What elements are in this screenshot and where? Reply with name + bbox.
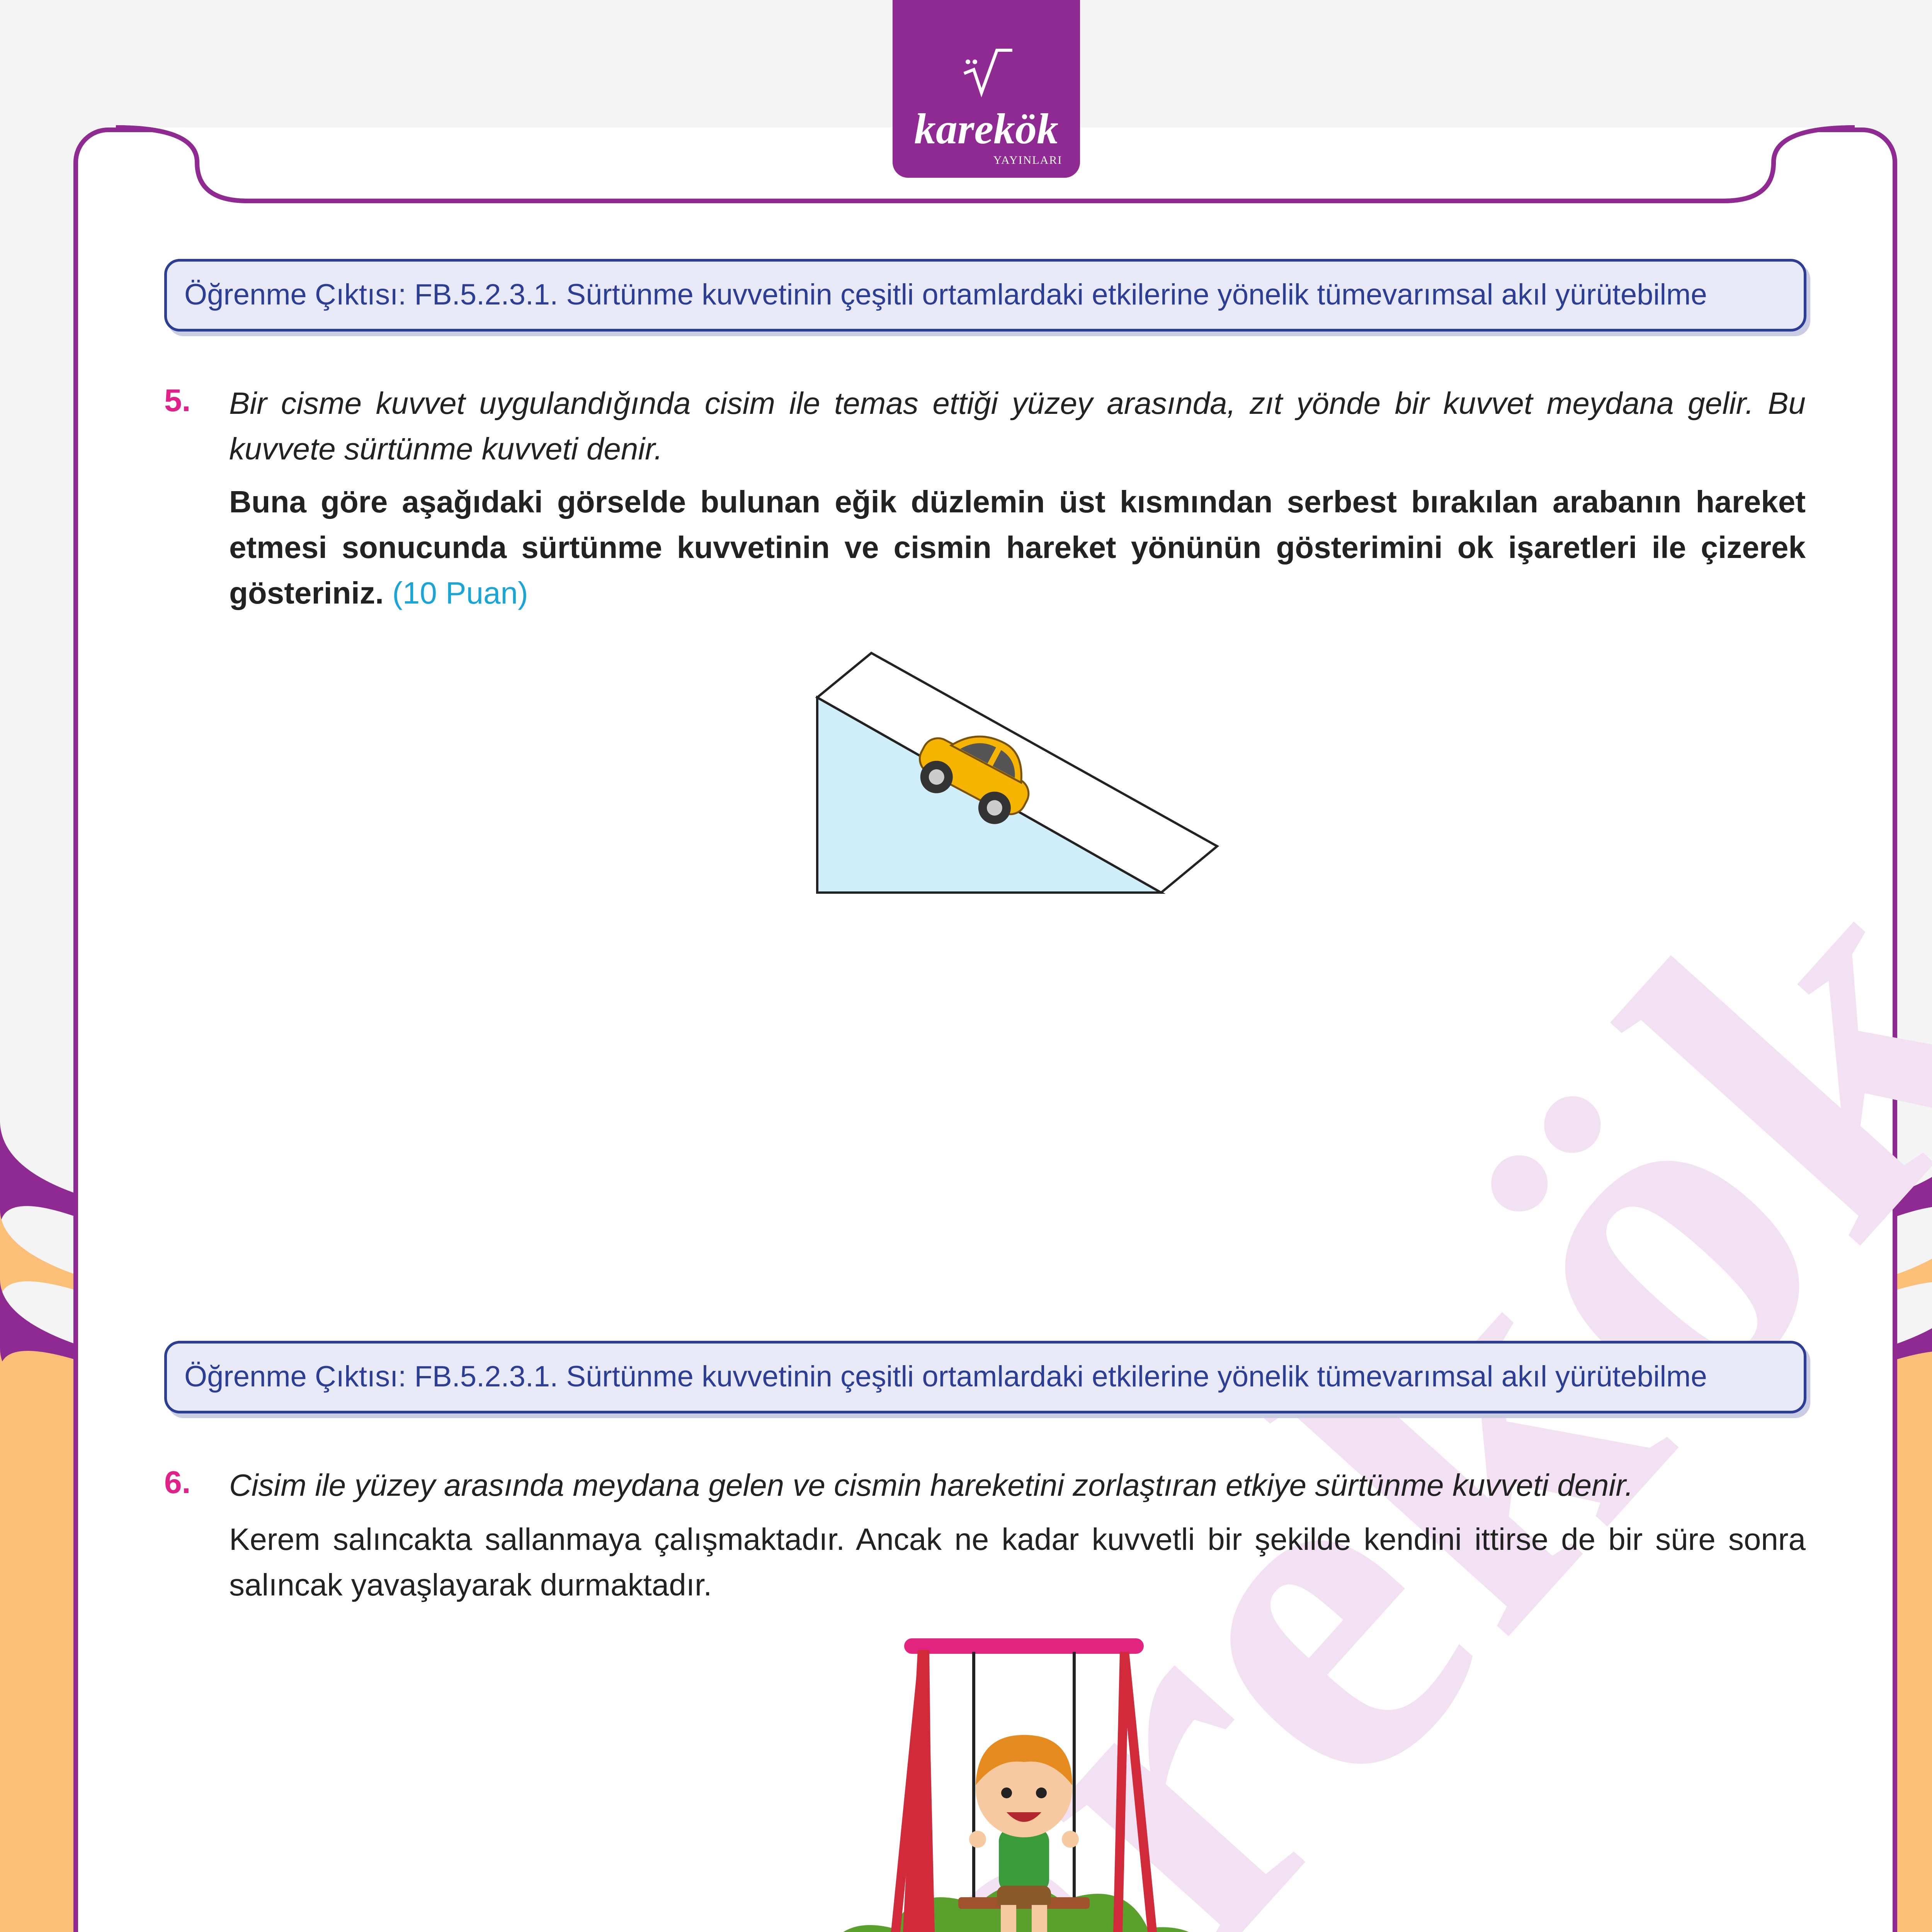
brand-logo: [893, 0, 1080, 178]
brand-subtitle: YAYINLARI: [993, 154, 1063, 167]
question-prompt: [229, 479, 1806, 616]
brand-name: karekök: [914, 105, 1059, 153]
question-text: Buna göre aşağıdaki görselde bulunan eğik düzlemin üst kısmından serbest bırakılan arabanın hareket etmesi sonucunda sürtünme kuvvetinin ve cismin hareket yönünün gösterimini ok işaretleri ile çizerek gösteriniz.: [229, 485, 1806, 610]
question-number: 5.: [164, 383, 191, 418]
learning-outcome-box: Öğrenme Çıktısı: FB.5.2.3.1. Sürtünme kuvvetinin çeşitli ortamlardaki etkilerine yönelik tümevarımsal akıl yürütebilme: [164, 259, 1806, 332]
question-number: 6.: [164, 1465, 191, 1500]
car-on-inclined-plane-figure: [811, 645, 1229, 900]
question-points: (10 Puan): [392, 576, 528, 610]
question-intro: Bir cisme kuvvet uygulandığında cisim ile temas ettiği yüzey arasında, zıt yönde bir kuvvet meydana gelir. Bu kuvvete sürtünme kuvveti denir.: [229, 386, 1806, 466]
question-context: Kerem salıncakta sallanmaya çalışmaktadır. Ancak ne kadar kuvvetli bir şekilde kendini ittirse de bir süre sonra salıncak yavaşlayarak durmaktadır.: [229, 1522, 1806, 1602]
learning-outcome-box: Öğrenme Çıktısı: FB.5.2.3.1. Sürtünme kuvvetinin çeşitli ortamlardaki etkilerine yönelik tümevarımsal akıl yürütebilme: [164, 1341, 1806, 1413]
question-intro: Cisim ile yüzey arasında meydana gelen ve cismin hareketini zorlaştıran etkiye sürtünme kuvveti denir.: [229, 1468, 1634, 1502]
boy-on-swing-figure: [784, 1634, 1252, 1932]
square-root-icon: [960, 46, 1014, 100]
